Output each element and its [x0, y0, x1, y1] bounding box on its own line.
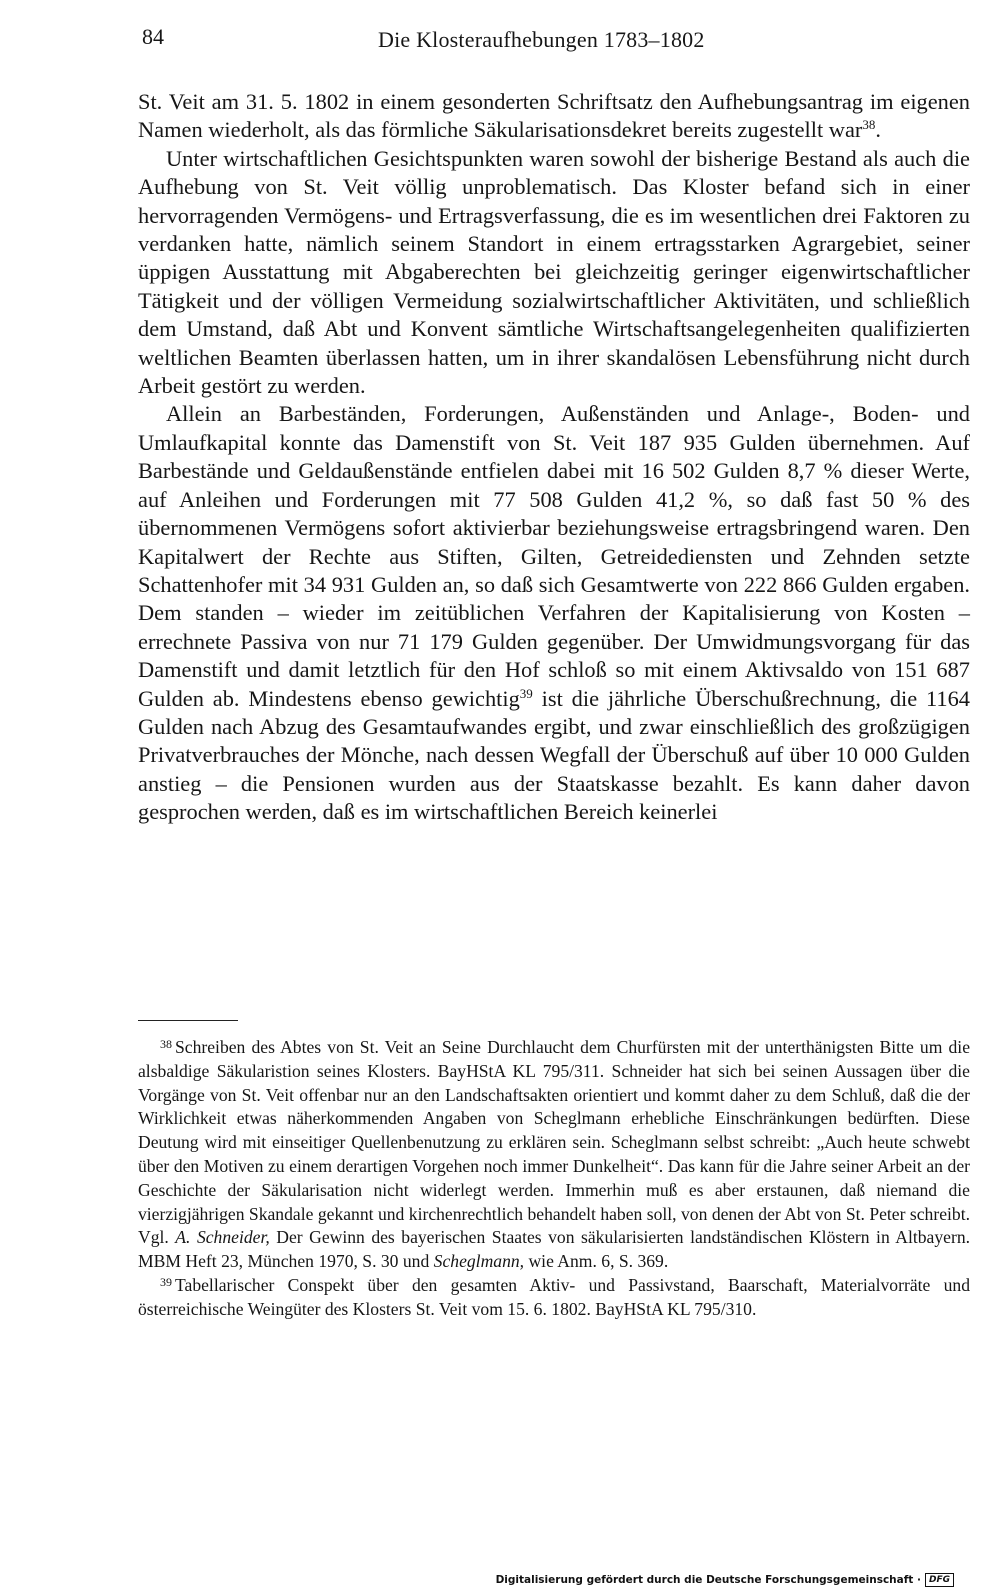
footnote-38 — [138, 1036, 970, 1274]
footnote-38-author-schneider: A. Schneider, — [175, 1227, 270, 1248]
dfg-logo-icon: DFG — [925, 1573, 954, 1587]
main-text — [138, 88, 970, 827]
footnotes — [138, 1036, 970, 1322]
footnote-38-text-b: Der Gewinn des bayerischen Staates von säkularisierten landständischen Klöstern in Altbayern. MBM Heft 23, München 1970, S. 30 und — [138, 1227, 971, 1272]
paragraph-1 — [138, 88, 970, 145]
running-header: Die Klosteraufhebungen 1783–1802 — [378, 27, 705, 52]
paragraph-1-text: St. Veit am 31. 5. 1802 in einem gesonderten Schriftsatz den Aufhebungsantrag im eigenen Namen wiederholt, als das förmliche Säkularisationsdekret bereits zugestellt war — [138, 89, 970, 143]
digitization-credit — [496, 1573, 954, 1587]
footnote-divider — [138, 1020, 238, 1021]
paragraph-1-end: . — [875, 117, 881, 143]
footnote-39-number: 39 — [160, 1274, 172, 1289]
paragraph-2: Unter wirtschaftlichen Gesichtspunkten waren sowohl der bisherige Bestand als auch die Aufhebung von St. Veit völlig unproblematisch. Das Kloster befand sich in einer hervorragenden Vermögens- und Ertragsverfassung, die es im wesentlichen drei Faktoren zu verdanken hatte, nämlich seinem Standort in einem ertragsstarken Agrargebiet, seiner üppigen Ausstattung mit Abgaberechten bei gleichzeitig geringer eigenwirtschaftlicher Tätigkeit und der völligen Vermeidung sozialwirtschaftlicher Aktivitäten, und schließlich dem Umstand, daß Abt und Konvent sämtliche Wirtschaftsangelegenheiten qualifizierten weltlichen Beamten überlassen hatten, um in ihrer skandalösen Lebensführung nicht durch Arbeit gestört zu werden. — [138, 145, 970, 399]
footnote-ref-39[interactable]: 39 — [519, 685, 533, 701]
footnote-39 — [138, 1274, 970, 1322]
digitization-credit-text: Digitalisierung gefördert durch die Deutsche Forschungsgemeinschaft · — [495, 1574, 921, 1586]
footnote-ref-38[interactable]: 38 — [862, 117, 876, 133]
paragraph-3-part-a: Allein an Barbeständen, Forderungen, Außenständen und Anlage-, Boden- und Umlaufkapital konnte das Damenstift von St. Veit 187 935 Gulden übernehmen. Auf Barbestände und Geldaußenstände entfielen dabei mit 16 502 Gulden 8,7 % dieser Werte, auf Anleihen und Forderungen mit 77 508 Gulden 41,2 %, so daß fast 50 % des übernommenen Vermögens sofort aktivierbar beziehungsweise ertragsbringend waren. Den Kapitalwert der Rechte aus Stiften, Gilten, Getreidediensten und Zehnden setzte Schattenhofer mit 34 931 Gulden an, so daß sich Gesamtwerte von 222 866 Gulden ergaben. Dem standen – wieder im zeitüblichen Verfahren der Kapitalisierung von Kosten – errechnete Passiva von nur 71 179 Gulden gegenüber. Der Umwidmungsvorgang für das Damenstift und damit letztlich für den Hof schloß so mit einem Aktivsaldo von 151 687 Gulden ab. Mindestens ebenso gewichtig — [138, 401, 970, 711]
footnote-39-text: Tabellarischer Conspekt über den gesamten Aktiv- und Passivstand, Baarschaft, Materialvorräte und österreichische Weingüter des Klosters St. Veit vom 15. 6. 1802. BayHStA KL 795/310. — [138, 1274, 970, 1319]
paragraph-3-part-b: ist die jährliche Überschußrechnung, die 1164 Gulden nach Abzug des Gesamtaufwandes ergibt, und zwar einschließlich des großzügigen Privatverbrauches der Mönche, nach dessen Wegfall der Überschuß auf über 10 000 Gulden anstieg – die Pensionen wurden aus der Staatskasse bezahlt. Es kann daher davon gesprochen werden, daß es im wirtschaftlichen Bereich keinerlei — [138, 685, 970, 825]
footnote-38-number: 38 — [160, 1037, 172, 1051]
paragraph-3 — [138, 400, 970, 826]
footnote-38-text-c: wie Anm. 6, S. 369. — [524, 1251, 669, 1272]
footnote-38-text-a: Schreiben des Abtes von St. Veit an Seine Durchlaucht dem Churfürsten mit der unterthänigsten Bitte um die alsbaldige Säkularistion seines Klosters. BayHStA KL 795/311. Schneider hat sich bei seinen Aussagen über die Vorgänge von St. Veit offenbar nur an den Landschaftsakten orientiert und kommt daher zu dem Schluß, daß die der Wirklichkeit etwas näherkommenden Angaben von Scheglmann erhebliche Einschränkungen bedürften. Diese Deutung wird mit einseitiger Quellenbenutzung zu erklären sein. Scheglmann selbst schreibt: „Auch heute schwebt über den Motiven zu einem derartigen Vorgehen noch immer Dunkelheit“. Das kann für die Jahre seiner Arbeit an der Geschichte der Säkularisation nicht widerlegt werden. Immerhin muß es aber erstaunen, daß niemand die vierzigjährigen Skandale gekannt und kirchenrechtlich behandelt haben soll, von denen der Abt von St. Peter schreibt. Vgl. — [138, 1037, 970, 1248]
page-number: 84 — [142, 24, 164, 49]
footnote-38-author-scheglmann: Scheglmann, — [433, 1251, 525, 1272]
